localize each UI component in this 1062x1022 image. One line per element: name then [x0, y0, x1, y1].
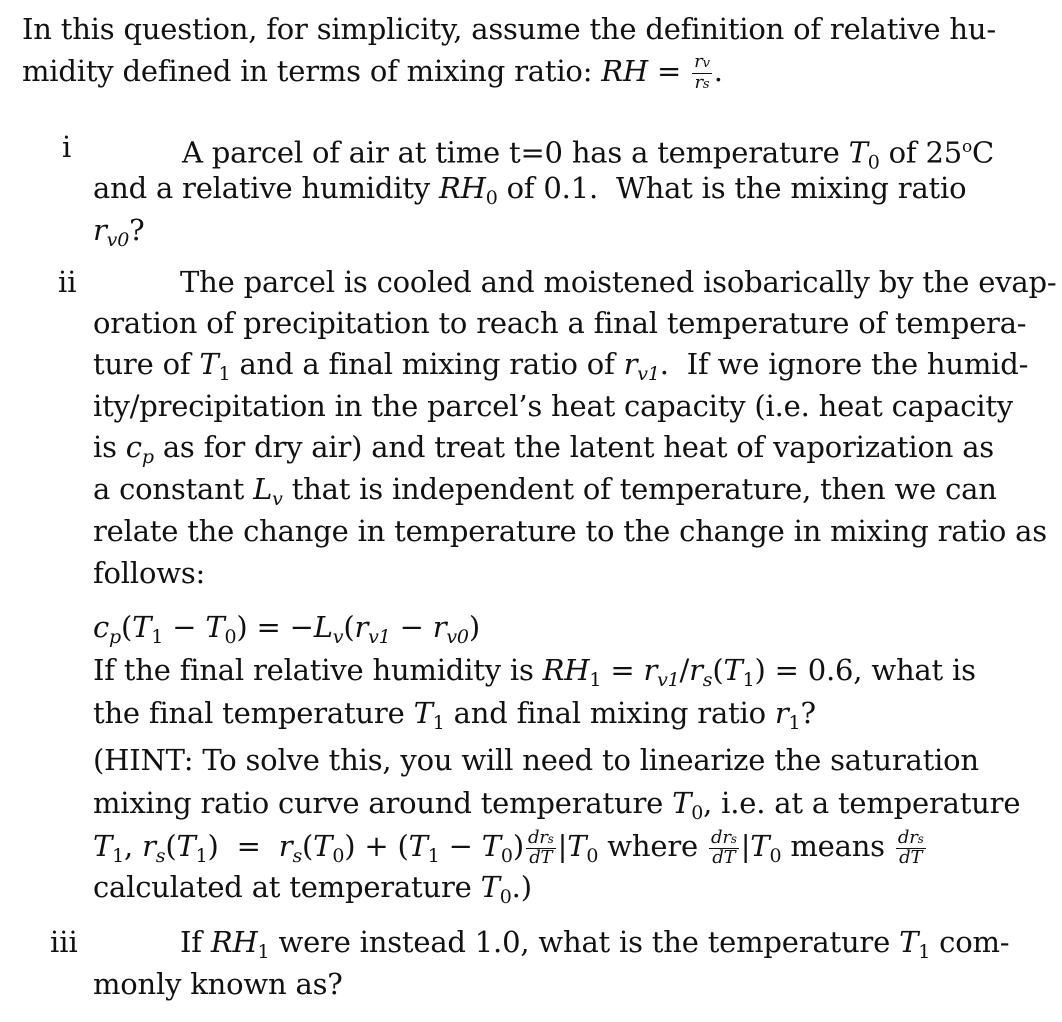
part-iii-line-2 — [93, 964, 343, 1004]
part-ii-line-7 — [93, 511, 1047, 551]
part-ii-text-5: is $c_p$ as for dry air) and treat the latent heat of vaporization as — [93, 430, 994, 468]
part-ii-text-2: oration of precipitation to reach a final temperature of tempera- — [93, 306, 1027, 340]
hint-text-1: (HINT: To solve this, you will need to linearize the saturation — [93, 743, 979, 777]
part-ii-line-2 — [93, 303, 1042, 343]
part-ii-line-4 — [93, 386, 1042, 426]
intro-line-2 — [22, 51, 723, 94]
part-ii-question-2: the final temperature $T_1$ and final mixing ratio $r_1$? — [93, 696, 816, 734]
marker-i: i — [62, 130, 72, 164]
drs-dT-fraction-1: $\frac{\text{drs}}{dT}$ — [527, 827, 554, 868]
equals-sign: = — [648, 54, 691, 88]
part-ii-line-1 — [180, 262, 1057, 302]
hint-line-1 — [93, 740, 1042, 780]
part-iii-text-2: monly known as? — [93, 967, 343, 1001]
part-i-line-3: $r_{v0}$? — [93, 213, 145, 251]
part-ii-text-4: ity/precipitation in the parcel’s heat capacity (i.e. heat capacity — [93, 389, 1013, 423]
hint-line-4: calculated at temperature $T_0$.) — [93, 870, 532, 908]
intro-line-1 — [22, 9, 1042, 49]
intro-text-1: In this question, for simplicity, assume the definition of relative hu- — [22, 12, 996, 46]
intro-text-2: midity defined in terms of mixing ratio: — [22, 54, 602, 88]
part-i-line-2 — [93, 168, 1042, 218]
rv-over-rs-fraction: $\frac{rv}{rs}$ — [694, 50, 710, 93]
rh-symbol: RH — [601, 54, 649, 88]
equation: $c_p(T_1 - T_0) = -L_v(r_{v1} - r_{v0})$ — [93, 610, 480, 648]
part-ii-text-6: a constant $L_v$ that is independent of temperature, then we can — [93, 472, 997, 510]
part-ii-text-7: relate the change in temperature to the change in mixing ratio as — [93, 514, 1047, 548]
hint-text-2: mixing ratio curve around temperature $T_0$, i.e. at a temperature — [93, 786, 1021, 824]
intro-period: . — [713, 54, 723, 88]
part-ii-text-3: ture of $T_1$ and a final mixing ratio of $r_{v1}$. If we ignore the humid- — [93, 347, 1029, 385]
part-iii-text-1: If $RH_1$ were instead 1.0, what is the temperature $T_1$ com- — [180, 925, 1010, 963]
drs-dT-fraction-2: $\frac{\text{drs}}{dT}$ — [711, 827, 737, 868]
part-ii-question-text-1: If the final relative humidity is $RH_1 = r_{v1}/r_s(T_1) = 0.6$, what is — [93, 653, 976, 691]
marker-ii: ii — [58, 265, 77, 299]
part-ii-text-8: follows: — [93, 556, 206, 590]
part-i-text-1: A parcel of air at time t=0 has a temperature $T_0$ of 25$^o$C — [182, 135, 995, 174]
hint-text-3: $T_1$, $r_s(T_1) = r_s(T_0) + (T_1 - T_0)$ $\frac{\text{drs}}{dT}$ $|T_0$ where $\frac{\text{drs}}{dT}$ $|T_0$ means $\frac{\text{drs}}{dT}$ — [93, 827, 924, 868]
marker-iii: iii — [50, 925, 78, 959]
part-ii-line-8 — [93, 553, 205, 593]
drs-dT-fraction-3: $\frac{\text{drs}}{dT}$ — [897, 827, 924, 868]
part-ii-text-1: The parcel is cooled and moistened isobarically by the evap- — [180, 265, 1057, 299]
part-i-text-2: and a relative humidity $RH_0$ of 0.1. What is the mixing ratio — [93, 171, 967, 209]
